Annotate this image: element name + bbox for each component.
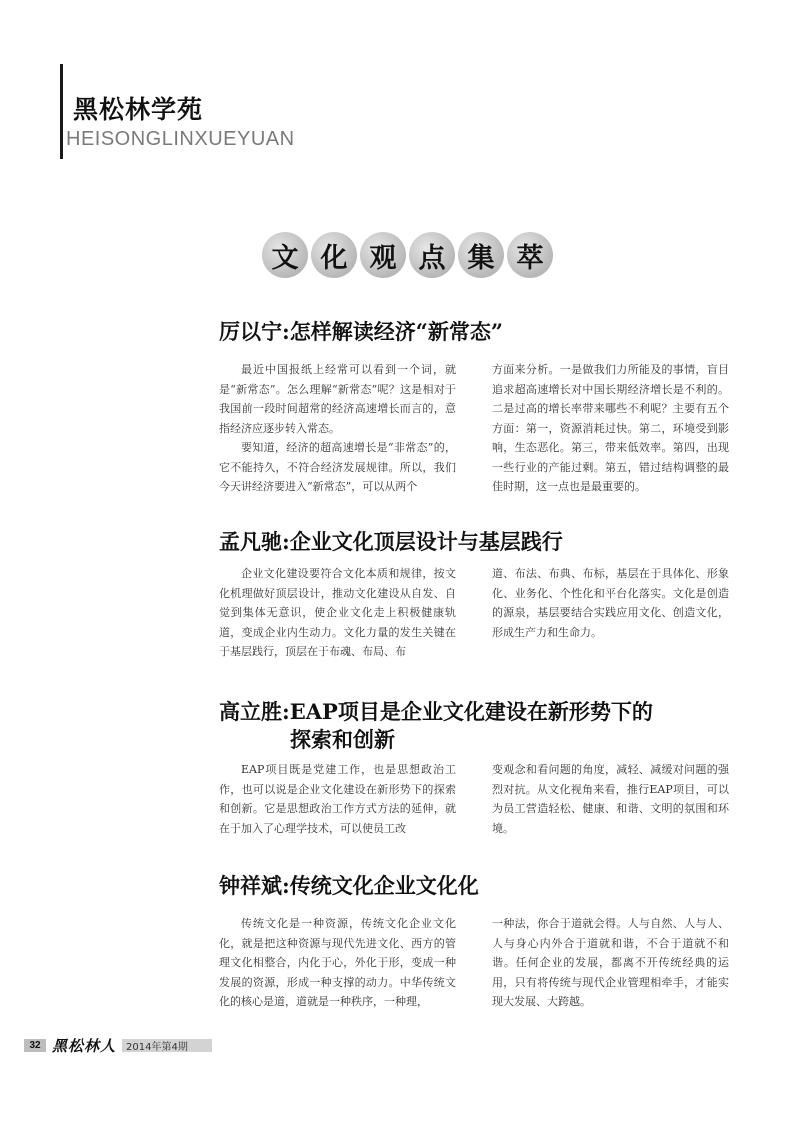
paragraph: EAP项目既是党建工作，也是思想政治工作，也可以说是企业文化建设在新形势下的探索和创新。它是思想政治工作方式方法的延伸，就在于加入了心理学技术，可以使员工改 [219, 763, 456, 835]
article-li-yining [219, 318, 729, 497]
article-title: 厉以宁:怎样解读经济“新常态” [219, 319, 503, 344]
section-accent-bar [60, 64, 63, 159]
banner-char: 化 [311, 232, 357, 278]
page-footer [24, 1037, 212, 1055]
page-number: 32 [24, 1039, 46, 1052]
article-column-right [492, 914, 729, 1012]
article-column-right [492, 760, 729, 838]
banner-char: 萃 [507, 232, 553, 278]
article-body [219, 760, 729, 838]
publication-logo: 黑松林人 [52, 1037, 117, 1055]
paragraph: 方面来分析。一是做我们力所能及的事情，盲目追求超高速增长对中国长期经济增长是不利的。二是过高的增长率带来哪些不利呢？主要有五个方面：第一，资源消耗过快。第二，环境受到影响，生态恶化。第三，带来低效率。第四，出现一些行业的产能过剩。第五，错过结构调整的最佳时期，这一点也是最重要的。 [492, 363, 729, 493]
paragraph: 变观念和看问题的角度，减轻、减缓对问题的强烈对抗。从文化视角来看，推行EAP项目，可以为员工营造轻松、健康、和谐、文明的氛围和环境。 [492, 763, 729, 835]
article-meng-fanchi [219, 528, 729, 662]
issue-label: 2014年第4期 [122, 1039, 212, 1052]
banner-char: 观 [360, 232, 406, 278]
paragraph: 要知道，经济的超高速增长是“非常态”的，它不能持久，不符合经济发展规律。所以，我们今天讲经济要进入“新常态”，可以从两个 [219, 441, 456, 493]
paragraph: 一种法，你合于道就会得。人与自然、人与人、人与身心内外合于道就和谐，不合于道就不和谐。任何企业的发展，都离不开传统经典的运用，只有将传统与现代企业管理相牵手，才能实现大发展、大跨越。 [492, 917, 729, 1008]
article-title: 孟凡驰:企业文化顶层设计与基层践行 [219, 529, 563, 554]
banner-char: 集 [458, 232, 504, 278]
article-column-right [492, 360, 729, 497]
article-zhong-xiangbin [219, 872, 729, 1012]
article-body [219, 564, 729, 662]
banner-char: 点 [409, 232, 455, 278]
article-column-left [219, 760, 456, 838]
article-body [219, 914, 729, 1012]
article-title: 高立胜:EAP项目是企业文化建设在新形势下的 探索和创新 [219, 699, 653, 752]
paragraph: 传统文化是一种资源，传统文化企业文化化，就是把这种资源与现代先进文化、西方的管理文化相整合，内化于心，外化于形，变成一种发展的资源，形成一种支撑的动力。中华传统文化的核心是道，道就是一种秩序，一种理， [219, 917, 456, 1008]
banner-char: 文 [262, 232, 308, 278]
paragraph: 企业文化建设要符合文化本质和规律，按文化机理做好顶层设计，推动文化建设从自发、自觉到集体无意识，使企业文化走上积极健康轨道，变成企业内生动力。文化力量的发生关键在于基层践行，顶层在于布魂、布局、布 [219, 567, 456, 658]
section-title-pinyin: HEISONGLINXUEYUAN [66, 128, 295, 150]
article-gao-lisheng [219, 698, 729, 838]
paragraph: 道、布法、布典、布标，基层在于具体化、形象化、业务化、个性化和平台化落实。文化是创造的源泉，基层要结合实践应用文化、创造文化，形成生产力和生命力。 [492, 567, 729, 639]
article-body [219, 360, 729, 497]
article-column-left [219, 360, 456, 497]
section-title: 黑松林学苑 [73, 95, 204, 124]
article-column-left [219, 914, 456, 1012]
article-column-right [492, 564, 729, 662]
article-column-left [219, 564, 456, 662]
article-title: 钟祥斌:传统文化企业文化化 [219, 873, 479, 898]
paragraph: 最近中国报纸上经常可以看到一个词，就是“新常态”。怎么理解“新常态”呢？这是相对于我国前一段时间超常的经济高速增长而言的，意指经济应逐步转入常态。 [219, 363, 456, 435]
column-banner [262, 232, 553, 278]
